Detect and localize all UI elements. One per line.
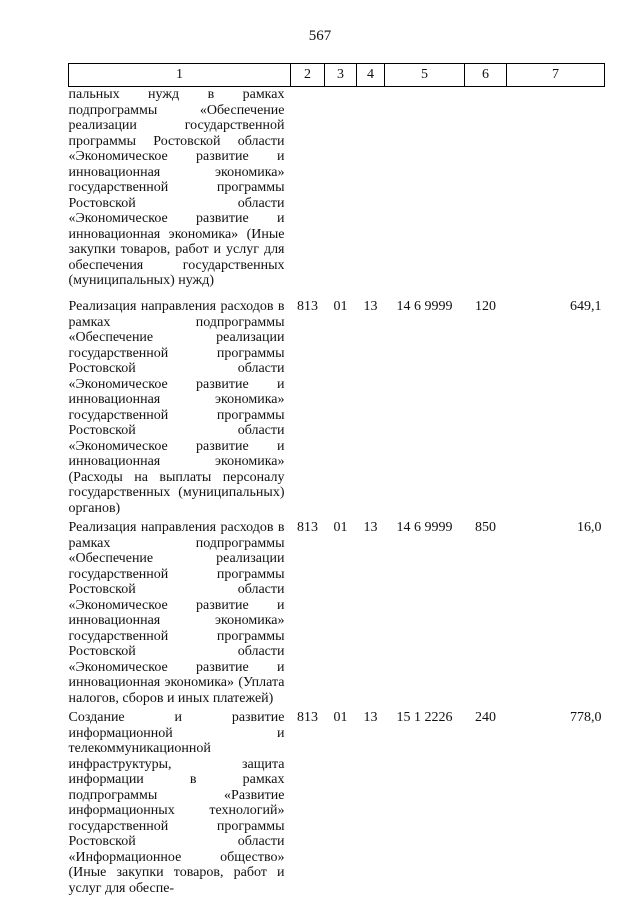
- row-target-article: 15 1 2226: [396, 710, 453, 725]
- row-ministry-code: 813: [297, 299, 318, 314]
- row-target-article: [385, 87, 465, 296]
- row-ministry-code: [291, 87, 325, 296]
- row-subsection-code: 13: [363, 299, 378, 314]
- row-section-code: [325, 87, 357, 296]
- header-cell-amount: 7: [507, 64, 605, 87]
- page-number: 567: [308, 28, 332, 44]
- header-cell-subsection: 4: [357, 64, 385, 87]
- row-subsection-code: 13: [363, 520, 378, 535]
- header-cell-target-article: 5: [385, 64, 465, 87]
- header-row: [69, 64, 605, 87]
- row-expense-type: 120: [475, 299, 496, 314]
- table-row: [69, 295, 605, 516]
- row-amount: 649,1: [570, 299, 602, 314]
- header-cell-name: 1: [69, 64, 291, 87]
- row-subsection-code: [357, 87, 385, 296]
- table-header: [69, 64, 605, 87]
- row-ministry-code: 813: [297, 710, 318, 725]
- row-description: Создание и развитие информационной и телекоммуникационной инфраструктуры, защита информации в рамках подпрограммы «Развитие информационных технологий» государственной программы Ростовской области «Информационное общество» (Иные закупки товаров, работ и услуг для обеспе-: [68, 710, 285, 896]
- row-target-article: 14 6 9999: [396, 299, 453, 314]
- row-expense-type: [465, 87, 507, 296]
- row-expense-type: 850: [475, 520, 496, 535]
- row-section-code: 01: [333, 299, 348, 314]
- row-amount: 16,0: [577, 520, 602, 535]
- table-row: [69, 87, 605, 296]
- table-row: [69, 516, 605, 706]
- header-cell-section: 3: [325, 64, 357, 87]
- header-cell-ministry: 2: [291, 64, 325, 87]
- header-cell-expense-type: 6: [465, 64, 507, 87]
- row-amount: 778,0: [570, 710, 602, 725]
- row-subsection-code: 13: [363, 710, 378, 725]
- budget-table: [68, 63, 605, 896]
- row-section-code: 01: [333, 710, 348, 725]
- row-description: пальных нужд в рамках подпрограммы «Обеспечение реализации государственной программы Ростовской области «Экономическое развитие и инновационная экономика» государственной программы Ростовской области «Экономическое развитие и инновационная экономика» (Иные закупки товаров, работ и услуг для обеспечения государственных (муниципальных) нужд): [68, 87, 285, 288]
- row-expense-type: 240: [475, 710, 496, 725]
- row-ministry-code: 813: [297, 520, 318, 535]
- row-description: Реализация направления расходов в рамках подпрограммы «Обеспечение реализации государственной программы Ростовской области «Экономическое развитие и инновационная экономика» государственной программы Ростовской области «Экономическое развитие и инновационная экономика» (Уплата налогов, сборов и иных платежей): [68, 520, 285, 706]
- row-amount: [507, 87, 605, 296]
- row-target-article: 14 6 9999: [396, 520, 453, 535]
- table-row: [69, 706, 605, 896]
- row-section-code: 01: [333, 520, 348, 535]
- row-description: Реализация направления расходов в рамках подпрограммы «Обеспечение реализации государственной программы Ростовской области «Экономическое развитие и инновационная экономика» государственной программы Ростовской области «Экономическое развитие и инновационная экономика» (Расходы на выплаты персоналу государственных (муниципальных) органов): [68, 299, 285, 516]
